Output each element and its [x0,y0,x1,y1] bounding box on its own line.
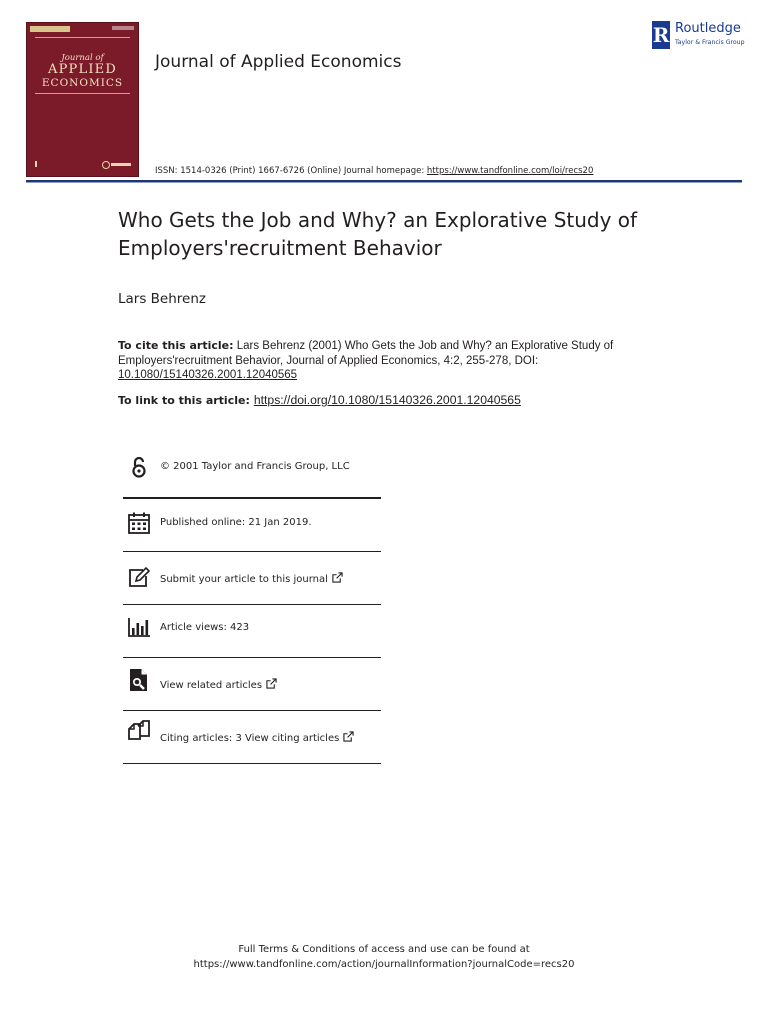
footer [0,943,768,972]
external-link-icon [332,572,343,583]
issn-text: ISSN: 1514-0326 (Print) 1667-6726 (Online) Journal homepage: [155,166,427,176]
journal-cover-image [26,22,139,177]
published-row [123,499,381,552]
citation-text: Lars Behrenz (2001) Who Gets the Job and Why? an Explorative Study of Employers'recruitment Behavior, Journal of Applied Economics, 4:2, 255-278, DOI: [118,340,614,367]
link-label: To link to this article: [118,394,250,407]
header-divider [26,180,742,183]
copyright-row [123,443,381,499]
article-views-text: Article views: 423 [160,622,250,633]
external-link-icon [343,731,354,742]
citing-articles-link[interactable] [160,731,354,744]
search-document-icon [127,668,151,692]
cover-top-right-strip [112,26,134,30]
cover-rule [35,93,130,94]
article-info-list [123,443,381,764]
cover-journal-of: Journal of [61,53,104,63]
published-text: Published online: 21 Jan 2019. [160,517,312,528]
bar-chart-icon [127,615,151,639]
issn-line [155,166,593,176]
publisher-name: Routledge [675,21,741,36]
journal-title: Journal of Applied Economics [155,52,402,72]
citation-doi-link[interactable]: 10.1080/15140326.2001.12040565 [118,369,298,382]
publisher-subtitle: Taylor & Francis Group [675,39,745,46]
views-row [123,605,381,658]
submit-row[interactable] [123,552,381,605]
cover-publisher-logo [35,161,51,167]
submit-article-label: Submit your article to this journal [160,574,328,585]
citation-label: To cite this article: [118,339,234,352]
citing-row[interactable] [123,711,381,764]
cover-rule [35,37,130,38]
open-access-icon [127,455,151,479]
external-link-icon [266,678,277,689]
edit-icon [127,566,151,590]
routledge-mark-icon: R [652,23,670,47]
footer-terms-text: Full Terms & Conditions of access and use can be found at [238,944,530,955]
article-title: Who Gets the Job and Why? an Explorative Study of Employers'recruitment Behavior [118,208,638,260]
article-link-line [118,393,678,407]
citation-block [118,339,628,383]
cover-top-strip [30,26,70,32]
related-row[interactable] [123,658,381,711]
related-articles-label: View related articles [160,680,263,691]
publisher-logo [652,21,752,51]
related-articles-link[interactable] [160,678,277,691]
submit-article-link[interactable] [160,572,343,585]
citing-documents-icon [127,719,151,743]
cover-economics: ECONOMICS [41,77,124,89]
citing-articles-label: Citing articles: 3 View citing articles [160,733,340,744]
cover-society-logo [102,161,132,168]
footer-terms-link[interactable]: https://www.tandfonline.com/action/journalInformation?journalCode=recs20 [193,958,575,970]
calendar-icon [127,511,151,535]
cover-applied: APPLIED [48,62,117,77]
journal-homepage-link[interactable]: https://www.tandfonline.com/loi/recs20 [426,166,594,176]
copyright-text: © 2001 Taylor and Francis Group, LLC [160,461,350,472]
article-doi-link[interactable]: https://doi.org/10.1080/15140326.2001.12040565 [253,393,521,407]
article-author: Lars Behrenz [118,291,206,307]
